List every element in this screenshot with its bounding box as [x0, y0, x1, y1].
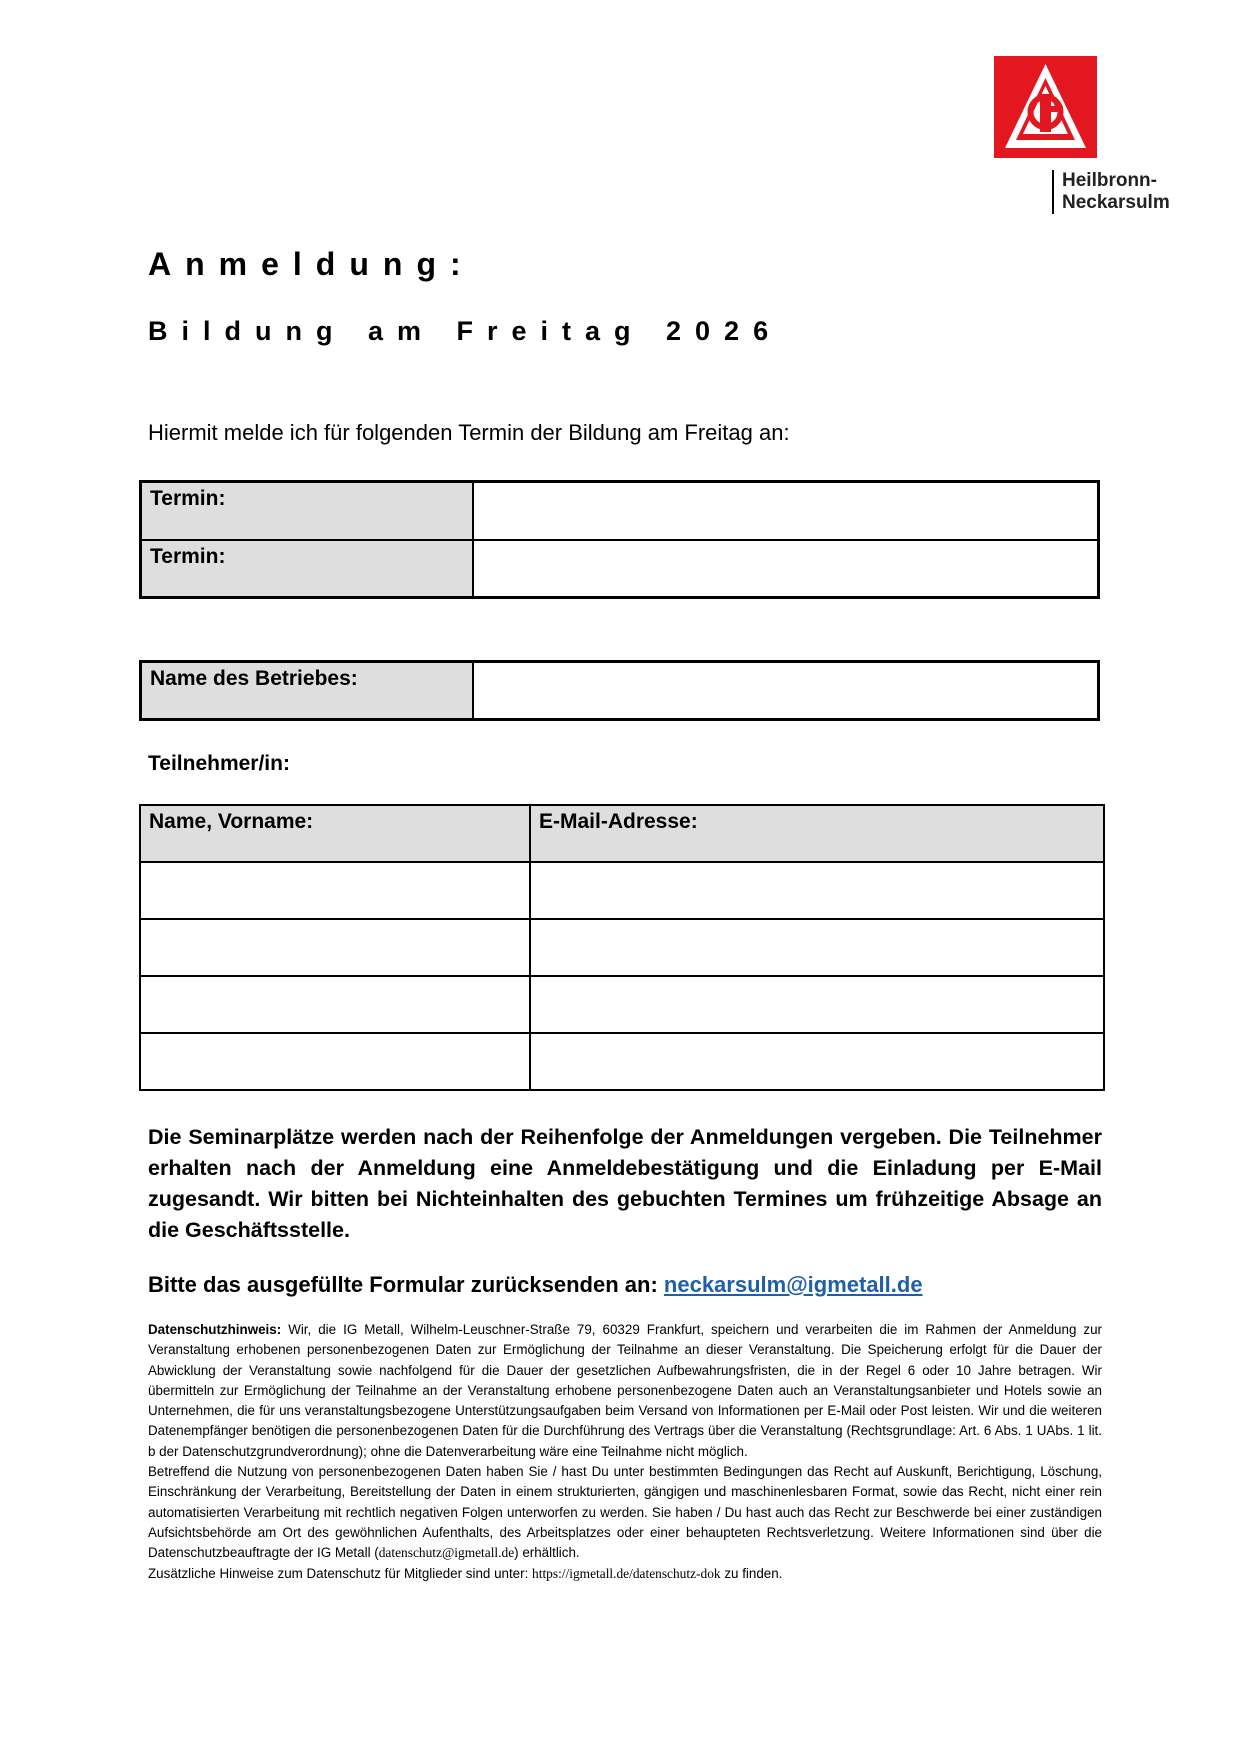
- intro-text: Hiermit melde ich für folgenden Termin der Bildung am Freitag an:: [148, 420, 790, 445]
- betrieb-field[interactable]: [473, 662, 1099, 720]
- termin-label: Termin:: [141, 540, 473, 598]
- privacy-notice: [148, 1320, 1102, 1584]
- return-email-link[interactable]: neckarsulm@igmetall.de: [663, 1272, 923, 1297]
- email-field[interactable]: [530, 919, 1104, 976]
- ig-metall-emblem-icon: [994, 56, 1097, 158]
- betrieb-row: [141, 662, 1099, 720]
- location-line2: Neckarsulm: [1062, 192, 1170, 213]
- page-subtitle: Bildung am Freitag 2026: [148, 316, 783, 346]
- table-row: [140, 862, 1104, 919]
- name-field[interactable]: [140, 919, 530, 976]
- email-field[interactable]: [530, 1033, 1104, 1090]
- column-header-name: Name, Vorname:: [140, 805, 530, 862]
- termin-field[interactable]: [473, 482, 1099, 540]
- members-paragraph: [148, 1564, 1102, 1584]
- column-header-email: E-Mail-Adresse:: [530, 805, 1104, 862]
- termin-label: Termin:: [141, 482, 473, 540]
- location-name: [1062, 170, 1170, 214]
- name-field[interactable]: [140, 862, 530, 919]
- termin-field[interactable]: [473, 540, 1099, 598]
- privacy-label: Datenschutzhinweis:: [148, 1322, 282, 1337]
- name-field[interactable]: [140, 976, 530, 1033]
- privacy-email: datenschutz@igmetall.de: [378, 1545, 515, 1561]
- name-field[interactable]: [140, 1033, 530, 1090]
- seminar-notice: Die Seminarplätze werden nach der Reihenfolge der Anmeldungen vergeben. Die Teilnehmer erhalten nach der Anmeldung eine Anmeldebestätigung und die Einladung per E-Mail zugesandt. Wir bitten bei Nichteinhalten des gebuchten Termines um frühzeitige Absage an die Geschäftsstelle.: [148, 1125, 1102, 1242]
- return-instruction-text: Bitte das ausgefüllte Formular zurücksenden an:: [148, 1272, 658, 1297]
- privacy-text: Wir, die IG Metall, Wilhelm-Leuschner-Straße 79, 60329 Frankfurt, speichern und verarbeiten die im Rahmen der Anmeldung zur Veranstaltung erhobenen personenbezogenen Daten zur Ermöglichung der Teilnahme an dieser Veranstaltung. Die Speicherung erfolgt für die Dauer der Abwicklung der Veranstaltung sowie nachfolgend für die Dauer der gesetzlichen Aufbewahrungsfristen, die in der Regel 6 oder 10 Jahre betragen. Wir übermitteln zur Ermöglichung der Teilnahme an der Veranstaltung erhobene personenbezogene Daten auch an Veranstaltungsanbieter und Hotels sowie an Unternehmen, die für uns veranstaltungsbezogene Unterstützungsaufgaben beim Versand von Informationen per E-Mail oder Post leisten. Wir und die weiteren Datenempfänger benötigen die personenbezogenen Daten für die Durchführung des Vertrags über die Veranstaltung (Rechtsgrundlage: Art. 6 Abs. 1 UAbs. 1 lit. b der Datenschutzgrundverordnung); ohne die Datenverarbeitung wäre eine Teilnahme nicht möglich.: [148, 1322, 1102, 1459]
- rights-paragraph: [148, 1462, 1102, 1563]
- termin-row: [141, 482, 1099, 540]
- table-row: [140, 1033, 1104, 1090]
- betrieb-table: [139, 660, 1100, 721]
- table-row: [140, 919, 1104, 976]
- members-text-end: zu finden.: [724, 1565, 783, 1581]
- page-title: Anmeldung:: [148, 246, 475, 282]
- rights-text-end: ) erhältlich.: [514, 1545, 580, 1561]
- email-field[interactable]: [530, 862, 1104, 919]
- termin-table: [139, 480, 1100, 599]
- members-text: Zusätzliche Hinweise zum Datenschutz für Mitglieder sind unter:: [148, 1565, 529, 1581]
- ig-metall-logo-icon: [994, 56, 1097, 158]
- participants-heading: Teilnehmer/in:: [148, 752, 290, 775]
- betrieb-label: Name des Betriebes:: [141, 662, 473, 720]
- privacy-paragraph: [148, 1320, 1102, 1462]
- location-line1: Heilbronn-: [1062, 170, 1157, 191]
- logo-divider: [1052, 170, 1054, 214]
- table-row: [140, 976, 1104, 1033]
- members-url: https://igmetall.de/datenschutz-dok: [532, 1565, 721, 1581]
- rights-text: Betreffend die Nutzung von personenbezogenen Daten haben Sie / hast Du unter bestimmten Bedingungen das Recht auf Auskunft, Berichtigung, Löschung, Einschränkung der Verarbeitung, Bereitstellung der Daten in einem strukturierten, gängigen und maschinenlesbaren Format, sowie das Recht, nicht einer rein automatisierten Verarbeitung mit rechtlich negativen Folgen unterworfen zu werden. Sie haben / Du hast auch das Recht zur Beschwerde bei einer zuständigen Aufsichtsbehörde am Ort des gewöhnlichen Aufenthalts, des Arbeitsplatzes oder einer behaupteten Rechtsverletzung. Weitere Informationen sind über die Datenschutzbeauftragte der IG Metall (: [148, 1464, 1102, 1561]
- return-instruction: [148, 1272, 923, 1298]
- participants-header-row: [140, 805, 1104, 862]
- email-field[interactable]: [530, 976, 1104, 1033]
- participants-table: [139, 804, 1105, 1091]
- termin-row: [141, 540, 1099, 598]
